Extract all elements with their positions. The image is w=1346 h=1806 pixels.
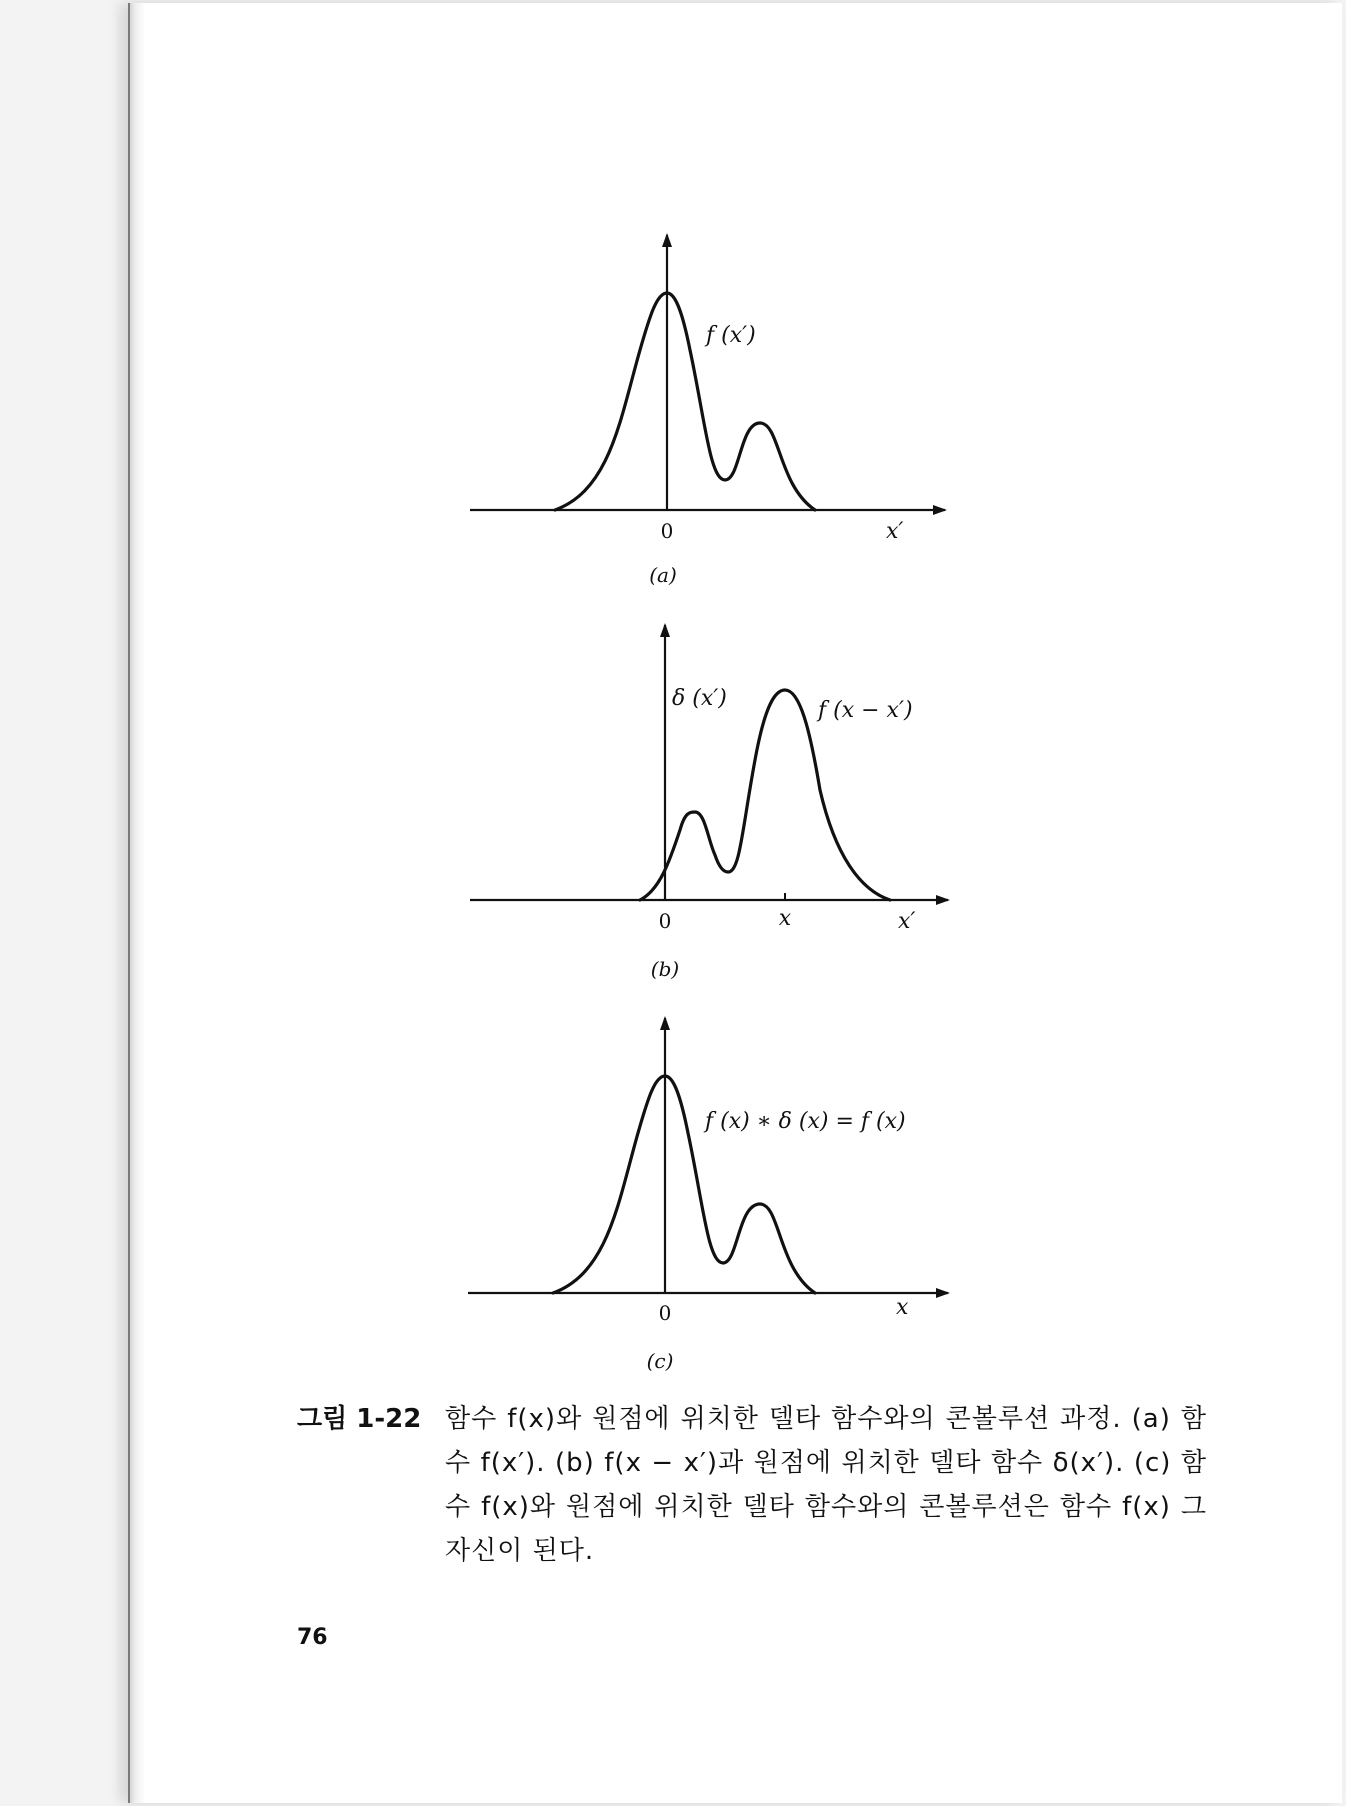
panel-b-origin-tick: 0: [658, 909, 672, 933]
page-number: 76: [297, 1625, 328, 1650]
panel-b-x-tick: x: [778, 906, 792, 931]
panel-c-axis-label: x: [896, 1295, 909, 1320]
figure-caption: [297, 1397, 1207, 1573]
panel-a-origin-tick: 0: [660, 519, 674, 543]
panel-c-curve-label: f (x) ∗ δ (x) = f (x): [705, 1109, 906, 1134]
panel-c-origin-tick: 0: [658, 1301, 672, 1325]
panel-c-sublabel: (c): [646, 1349, 674, 1373]
panel-b-sublabel: (b): [650, 957, 680, 981]
panel-c: [468, 1018, 948, 1373]
panel-b: [470, 625, 948, 981]
panel-a: [470, 235, 945, 587]
panel-b-axis-label: x′: [898, 909, 916, 934]
panel-a-curve: [555, 293, 815, 510]
panel-b-curve-label: f (x − x′): [818, 698, 913, 723]
panel-b-delta-label: δ (x′): [672, 686, 727, 711]
caption-text: 함수 f(x)와 원점에 위치한 델타 함수와의 콘볼루션 과정. (a) 함수 f(x′). (b) f(x − x′)과 원점에 위치한 델타 함수 δ(x′). (c) 함수 f(x)와 원점에 위치한 델타 함수와의 콘볼루션은 함수 f(x) 그 자신이 된다.: [445, 1404, 1207, 1566]
panel-a-curve-label: f (x′): [706, 323, 756, 348]
caption-label: 그림 1-22: [297, 1404, 422, 1434]
panel-a-sublabel: (a): [649, 563, 677, 587]
panel-a-axis-label: x′: [886, 519, 904, 544]
